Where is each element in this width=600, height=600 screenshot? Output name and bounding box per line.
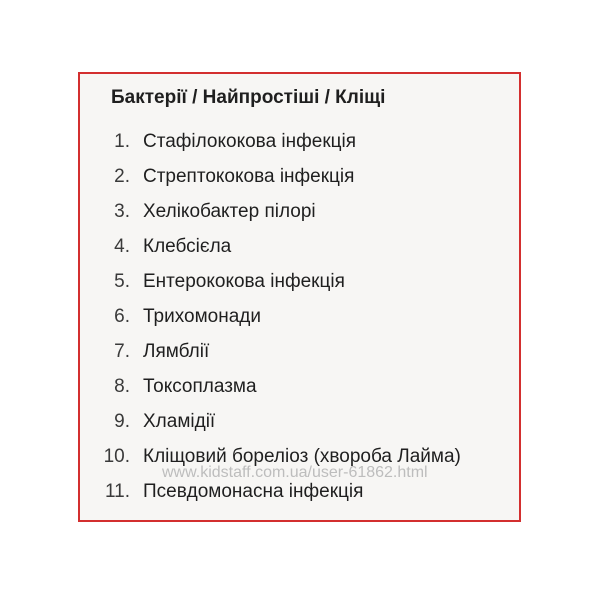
list-item-number: 10. xyxy=(103,446,130,467)
list-item-label: Лямблії xyxy=(143,341,210,362)
list-item-5 xyxy=(80,264,519,299)
list-item-label: Хелікобактер пілорі xyxy=(143,201,316,222)
list-item-10 xyxy=(80,439,519,474)
list-heading: Бактерії / Найпростіші / Кліщі xyxy=(111,87,386,108)
list-item-2 xyxy=(80,159,519,194)
list-item-label: Ентерококова інфекція xyxy=(143,271,345,292)
list-item-1 xyxy=(80,124,519,159)
list-item-label: Клебсієла xyxy=(143,236,232,257)
list-item-number: 11. xyxy=(104,481,130,502)
infection-list xyxy=(80,124,519,509)
list-item-number: 3. xyxy=(114,201,130,222)
list-item-7 xyxy=(80,334,519,369)
list-item-number: 1. xyxy=(114,131,130,152)
list-item-label: Стафілококова інфекція xyxy=(143,131,357,152)
list-item-6 xyxy=(80,299,519,334)
infection-list-card xyxy=(78,72,521,522)
list-item-number: 4. xyxy=(114,236,130,257)
list-item-number: 2. xyxy=(114,166,130,187)
list-item-number: 5. xyxy=(114,271,130,292)
list-item-8 xyxy=(80,369,519,404)
list-item-9 xyxy=(80,404,519,439)
list-item-label: Кліщовий бореліоз (хвороба Лайма) xyxy=(143,446,461,467)
list-item-label: Псевдомонасна інфекція xyxy=(143,481,364,502)
list-item-number: 6. xyxy=(114,306,130,327)
list-item-11 xyxy=(80,474,519,509)
list-item-3 xyxy=(80,194,519,229)
list-item-number: 8. xyxy=(114,376,130,397)
list-item-label: Стрептококова інфекція xyxy=(143,166,355,187)
list-item-4 xyxy=(80,229,519,264)
watermark-text: www.kidstaff.com.ua/user-61862.html xyxy=(162,464,428,481)
list-item-label: Хламідії xyxy=(143,411,216,432)
list-item-label: Токсоплазма xyxy=(143,376,257,397)
list-item-number: 9. xyxy=(114,411,130,432)
list-item-number: 7. xyxy=(114,341,130,362)
list-item-label: Трихомонади xyxy=(143,306,261,327)
